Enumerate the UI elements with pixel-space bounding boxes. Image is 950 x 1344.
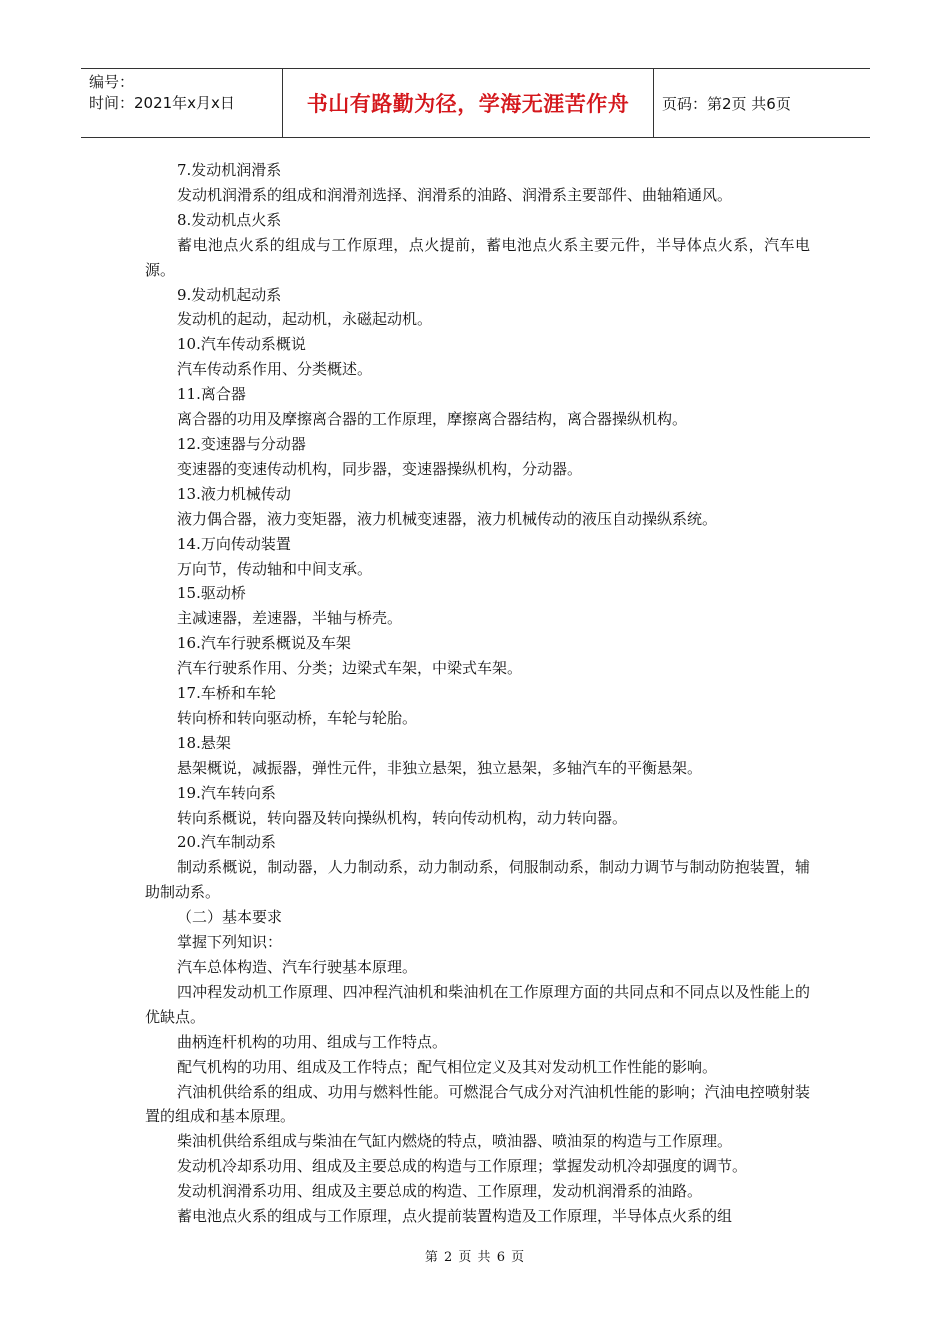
paragraph: 蓄电池点火系的组成与工作原理，点火提前，蓄电池点火系主要元件，半导体点火系，汽车电源。 [145,235,810,279]
paragraph: 万向节，传动轴和中间支承。 [177,559,373,578]
paragraph: 12.变速器与分动器 [177,434,306,453]
paragraph: 掌握下列知识： [177,933,283,952]
header-meta [81,69,283,137]
paragraph: 曲柄连杆机构的功用、组成与工作特点。 [177,1032,448,1051]
paragraph: 转向系概说，转向器及转向操纵机构，转向传动机构，动力转向器。 [177,808,628,827]
paragraph: 变速器的变速传动机构，同步器，变速器操纵机构，分动器。 [177,459,583,478]
header-motto-cell [283,69,654,137]
header-page-number: 页码：第2页 共6页 [662,94,791,113]
paragraph: 9.发动机起动系 [177,285,282,304]
page-footer: 第 2 页 共 6 页 [424,1250,526,1265]
page-header [81,68,870,138]
header-motto: 书山有路勤为径，学海无涯苦作舟 [306,92,630,116]
paragraph: 18.悬架 [177,733,231,752]
paragraph: 20.汽车制动系 [177,833,276,852]
paragraph: 发动机润滑系功用、组成及主要总成的构造、工作原理，发动机润滑系的油路。 [177,1182,703,1201]
document-body [145,158,810,1229]
paragraph: 制动系概说，制动器，人力制动系，动力制动系，伺服制动系，制动力调节与制动防抱装置，辅助制动系。 [145,858,810,902]
paragraph: 14.万向传动装置 [177,534,291,553]
paragraph: 8.发动机点火系 [177,210,282,229]
paragraph: 柴油机供给系组成与柴油在气缸内燃烧的特点，喷油器、喷油泵的构造与工作原理。 [177,1132,733,1151]
paragraph: 配气机构的功用、组成及工作特点；配气相位定义及其对发动机工作性能的影响。 [177,1057,718,1076]
paragraph: 主减速器，差速器，半轴与桥壳。 [177,609,403,628]
paragraph: 悬架概说，减振器，弹性元件，非独立悬架，独立悬架，多轴汽车的平衡悬架。 [177,758,703,777]
paragraph: 离合器的功用及摩擦离合器的工作原理，摩擦离合器结构，离合器操纵机构。 [177,410,688,429]
header-page-cell [654,69,870,137]
paragraph: （二）基本要求 [177,908,283,927]
paragraph: 汽油机供给系的组成、功用与燃料性能。可燃混合气成分对汽油机性能的影响；汽油电控喷射装置的组成和基本原理。 [145,1082,810,1126]
paragraph: 汽车总体构造、汽车行驶基本原理。 [177,958,418,976]
paragraph: 液力偶合器，液力变矩器，液力机械变速器，液力机械传动的液压自动操纵系统。 [177,509,718,528]
paragraph: 10.汽车传动系概说 [177,335,306,354]
paragraph: 发动机润滑系的组成和润滑剂选择、润滑系的油路、润滑系主要部件、曲轴箱通风。 [177,185,733,204]
paragraph: 汽车行驶系作用、分类；边梁式车架，中梁式车架。 [177,659,523,678]
paragraph: 四冲程发动机工作原理、四冲程汽油机和柴油机在工作原理方面的共同点和不同点以及性能上的优缺点。 [145,982,810,1026]
paragraph: 13.液力机械传动 [177,484,291,503]
paragraph: 11.离合器 [177,385,246,404]
document-number: 编号： [89,73,135,91]
paragraph: 发动机的起动，起动机，永磁起动机。 [177,310,433,329]
paragraph: 15.驱动桥 [177,584,246,603]
paragraph: 7.发动机润滑系 [177,161,282,179]
paragraph: 转向桥和转向驱动桥，车轮与轮胎。 [177,708,418,727]
paragraph: 蓄电池点火系的组成与工作原理，点火提前装置构造及工作原理，半导体点火系的组 [177,1207,733,1226]
paragraph: 汽车传动系作用、分类概述。 [177,360,373,379]
paragraph: 17.车桥和车轮 [177,684,276,703]
paragraph: 发动机冷却系功用、组成及主要总成的构造与工作原理；掌握发动机冷却强度的调节。 [177,1157,748,1176]
document-date: 时间：2021年x月x日 [89,94,235,112]
paragraph: 19.汽车转向系 [177,783,276,802]
paragraph: 16.汽车行驶系概说及车架 [177,634,351,653]
